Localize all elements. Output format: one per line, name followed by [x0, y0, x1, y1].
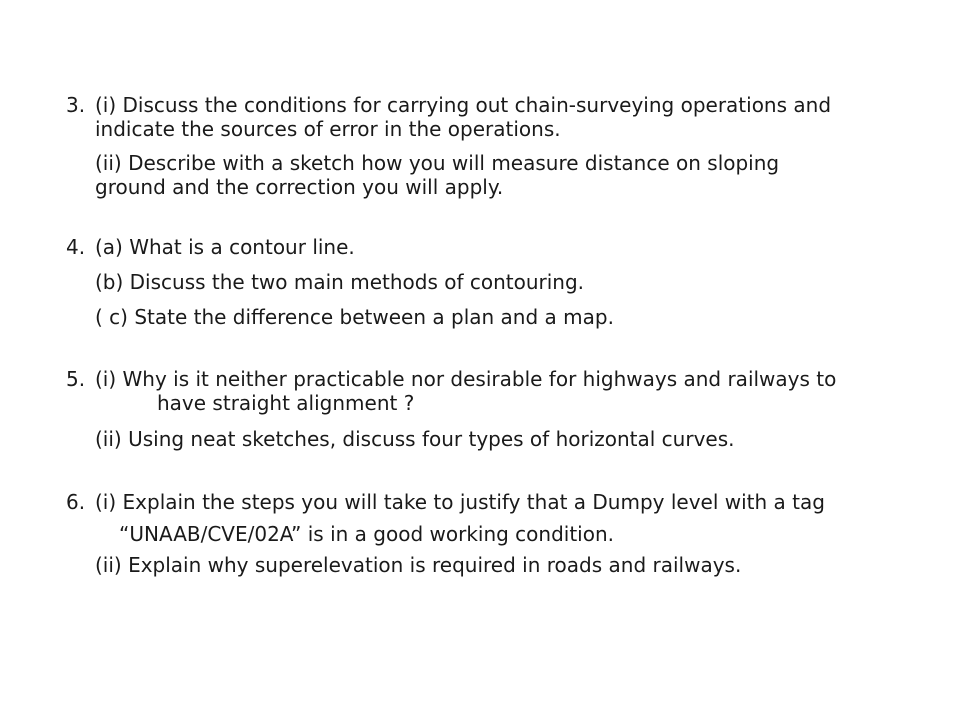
question-number: 3. — [66, 93, 86, 117]
question-line: ( c) State the difference between a plan and a map. — [95, 305, 614, 329]
question-3 — [66, 93, 926, 199]
question-line: have straight alignment ? — [157, 391, 415, 415]
question-number: 6. — [66, 490, 86, 514]
question-line: ground and the correction you will apply. — [95, 175, 504, 199]
question-number: 5. — [66, 367, 86, 391]
question-line: (ii) Explain why superelevation is required in roads and railways. — [95, 553, 742, 577]
question-line: “UNAAB/CVE/02A” is in a good working condition. — [119, 522, 615, 546]
question-6 — [66, 490, 926, 577]
question-line: (ii) Describe with a sketch how you will measure distance on sloping — [95, 151, 780, 175]
question-line: (a) What is a contour line. — [95, 235, 355, 259]
question-5 — [66, 367, 926, 451]
question-line: (i) Why is it neither practicable nor desirable for highways and railways to — [95, 367, 837, 391]
question-line: indicate the sources of error in the operations. — [95, 117, 561, 141]
question-line: (b) Discuss the two main methods of contouring. — [95, 270, 585, 294]
question-line: (i) Explain the steps you will take to justify that a Dumpy level with a tag — [95, 490, 825, 514]
question-number: 4. — [66, 235, 86, 259]
question-line: (ii) Using neat sketches, discuss four types of horizontal curves. — [95, 427, 735, 451]
question-line: (i) Discuss the conditions for carrying out chain-surveying operations and — [95, 93, 832, 117]
question-4 — [66, 235, 926, 329]
